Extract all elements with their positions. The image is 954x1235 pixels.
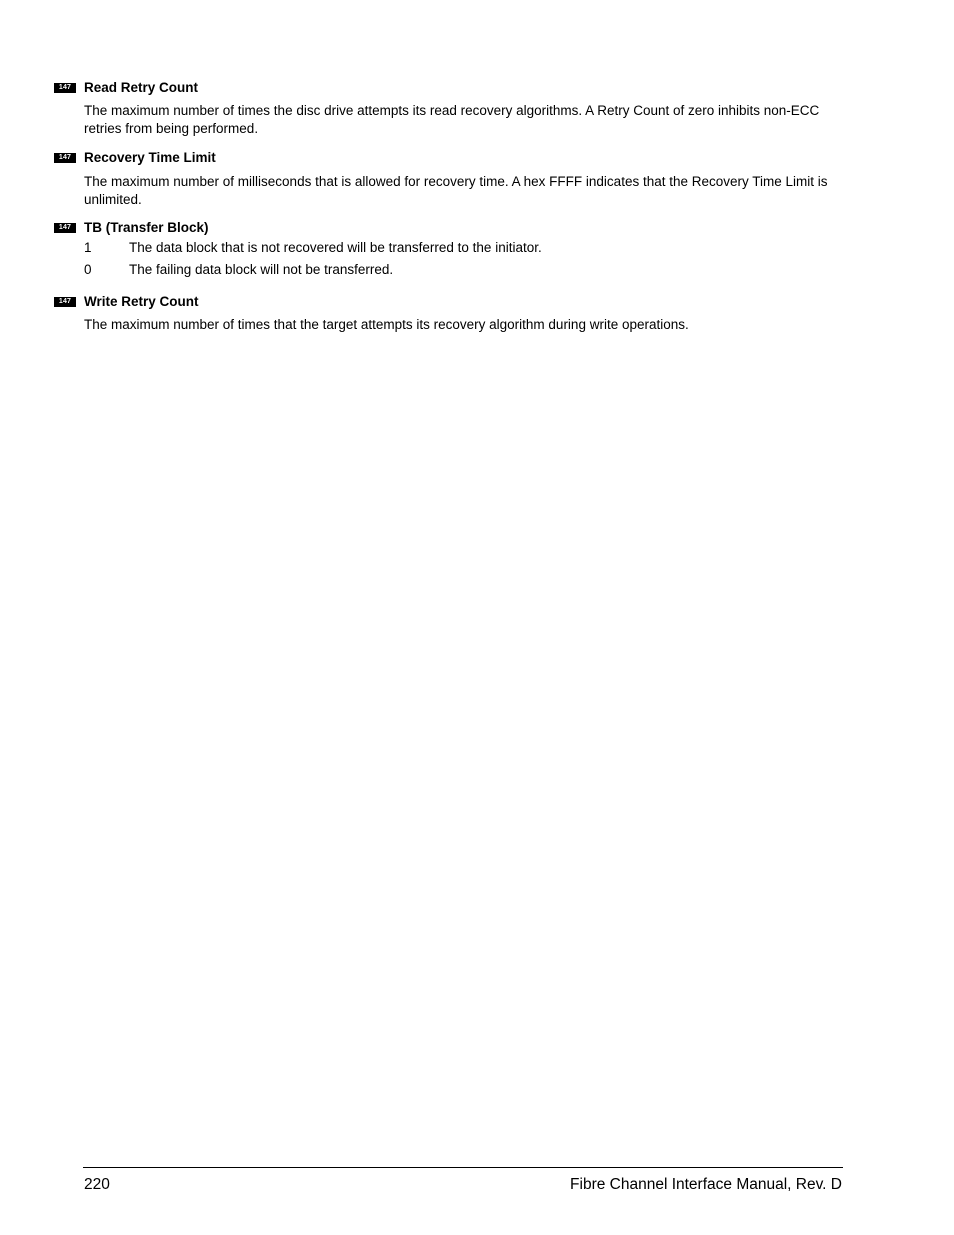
section-paragraph: The maximum number of times that the target attempts its recovery algorithm during write operations. xyxy=(84,317,689,332)
revision-tag: 147 xyxy=(54,297,76,307)
section-heading: Write Retry Count xyxy=(84,294,199,309)
definition-row xyxy=(54,259,844,281)
page-number: 220 xyxy=(84,1176,110,1193)
section-heading: Read Retry Count xyxy=(84,80,199,95)
definition-value: The data block that is not recovered will be transferred to the initiator. xyxy=(129,240,542,255)
section-body xyxy=(84,316,844,334)
section-heading-row xyxy=(54,219,844,237)
section-heading-row xyxy=(54,149,844,167)
section-heading: Recovery Time Limit xyxy=(84,150,216,165)
section-heading-row xyxy=(54,79,844,97)
section-heading: TB (Transfer Block) xyxy=(84,220,209,235)
section-transfer-block xyxy=(54,219,844,281)
footer-divider xyxy=(83,1167,843,1168)
section-body xyxy=(84,102,844,138)
section-recovery-time-limit xyxy=(54,149,844,209)
definition-value: The failing data block will not be transferred. xyxy=(129,262,394,277)
section-body xyxy=(84,173,844,209)
document-title: Fibre Channel Interface Manual, Rev. D xyxy=(570,1176,842,1193)
section-read-retry-count xyxy=(54,79,844,138)
definition-row xyxy=(54,237,844,259)
section-write-retry-count xyxy=(54,293,844,334)
section-paragraph: The maximum number of times the disc drive attempts its read recovery algorithms. A Retry Count of zero inhibits non-ECC retries from being performed. xyxy=(84,103,820,136)
revision-tag: 147 xyxy=(54,223,76,233)
definition-key: 0 xyxy=(84,262,92,277)
revision-tag: 147 xyxy=(54,83,76,93)
revision-tag: 147 xyxy=(54,153,76,163)
section-heading-row xyxy=(54,293,844,311)
definition-key: 1 xyxy=(84,240,92,255)
section-paragraph: The maximum number of milliseconds that is allowed for recovery time. A hex FFFF indicates that the Recovery Time Limit is unlimited. xyxy=(84,174,828,207)
